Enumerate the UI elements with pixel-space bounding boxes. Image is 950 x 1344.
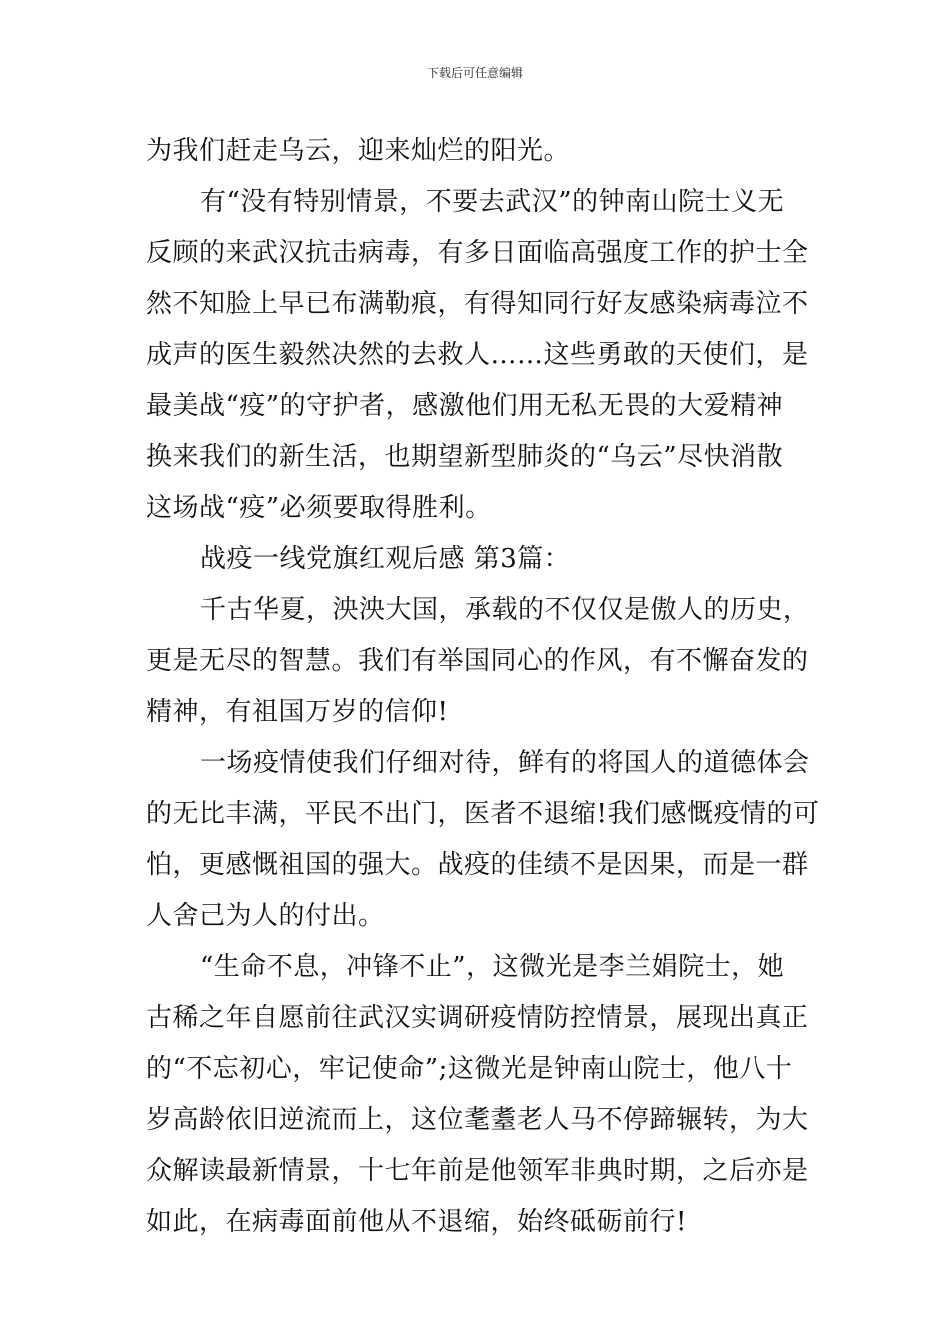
text-line: 最美战“疫”的守护者，感激他们用无私无畏的大爱精神: [146, 391, 784, 421]
text-line: 人舍己为人的付出。: [146, 901, 385, 931]
text-line: 精神，有祖国万岁的信仰!: [146, 697, 449, 727]
text-line: 反顾的来武汉抗击病毒，有多日面临高强度工作的护士全: [146, 238, 809, 268]
text-line: 怕，更感慨祖国的强大。战疫的佳绩不是因果，而是一群: [146, 850, 809, 880]
paragraph-start-line: 千古华夏，泱泱大国，承载的不仅仅是傲人的历史，: [200, 595, 810, 625]
paragraph-start-line: “生命不息，冲锋不止”，这微光是李兰娟院士，她: [200, 952, 785, 982]
text-line: 然不知脸上早已布满勒痕，有得知同行好友感染病毒泣不: [146, 289, 809, 319]
page-header: 下载后可任意编辑: [426, 66, 523, 80]
text-line: 岁高龄依旧逆流而上，这位耄耋老人马不停蹄辗转，为大: [146, 1105, 809, 1135]
text-line: 为我们赶走乌云，迎来灿烂的阳光。: [146, 136, 571, 166]
text-line: 成声的医生毅然决然的去救人……这些勇敢的天使们，是: [146, 340, 809, 370]
document-body: [146, 126, 820, 1248]
paragraph-start-line: 一场疫情使我们仔细对待，鲜有的将国人的道德体会: [200, 748, 810, 778]
text-line: 更是无尽的智慧。我们有举国同心的作风，有不懈奋发的: [146, 646, 809, 676]
text-line: 的无比丰满，平民不出门，医者不退缩!我们感慨疫情的可: [146, 799, 820, 829]
text-line: 众解读最新情景，十七年前是他领军非典时期，之后亦是: [146, 1156, 809, 1186]
text-line: 这场战“疫”必须要取得胜利。: [146, 493, 492, 523]
text-line: 如此，在病毒面前他从不退缩，始终砥砺前行!: [146, 1207, 687, 1237]
text-line: 古稀之年自愿前往武汉实调研疫情防控情景，展现出真正: [146, 1003, 809, 1033]
section-heading: 战疫一线党旗红观后感 第3篇：: [200, 544, 571, 574]
text-line: 的“不忘初心，牢记使命”;这微光是钟南山院士，他八十: [146, 1054, 793, 1084]
text-line: 换来我们的新生活，也期望新型肺炎的“乌云”尽快消散: [146, 442, 784, 472]
paragraph-start-line: 有“没有特别情景，不要去武汉”的钟南山院士义无: [200, 187, 785, 217]
